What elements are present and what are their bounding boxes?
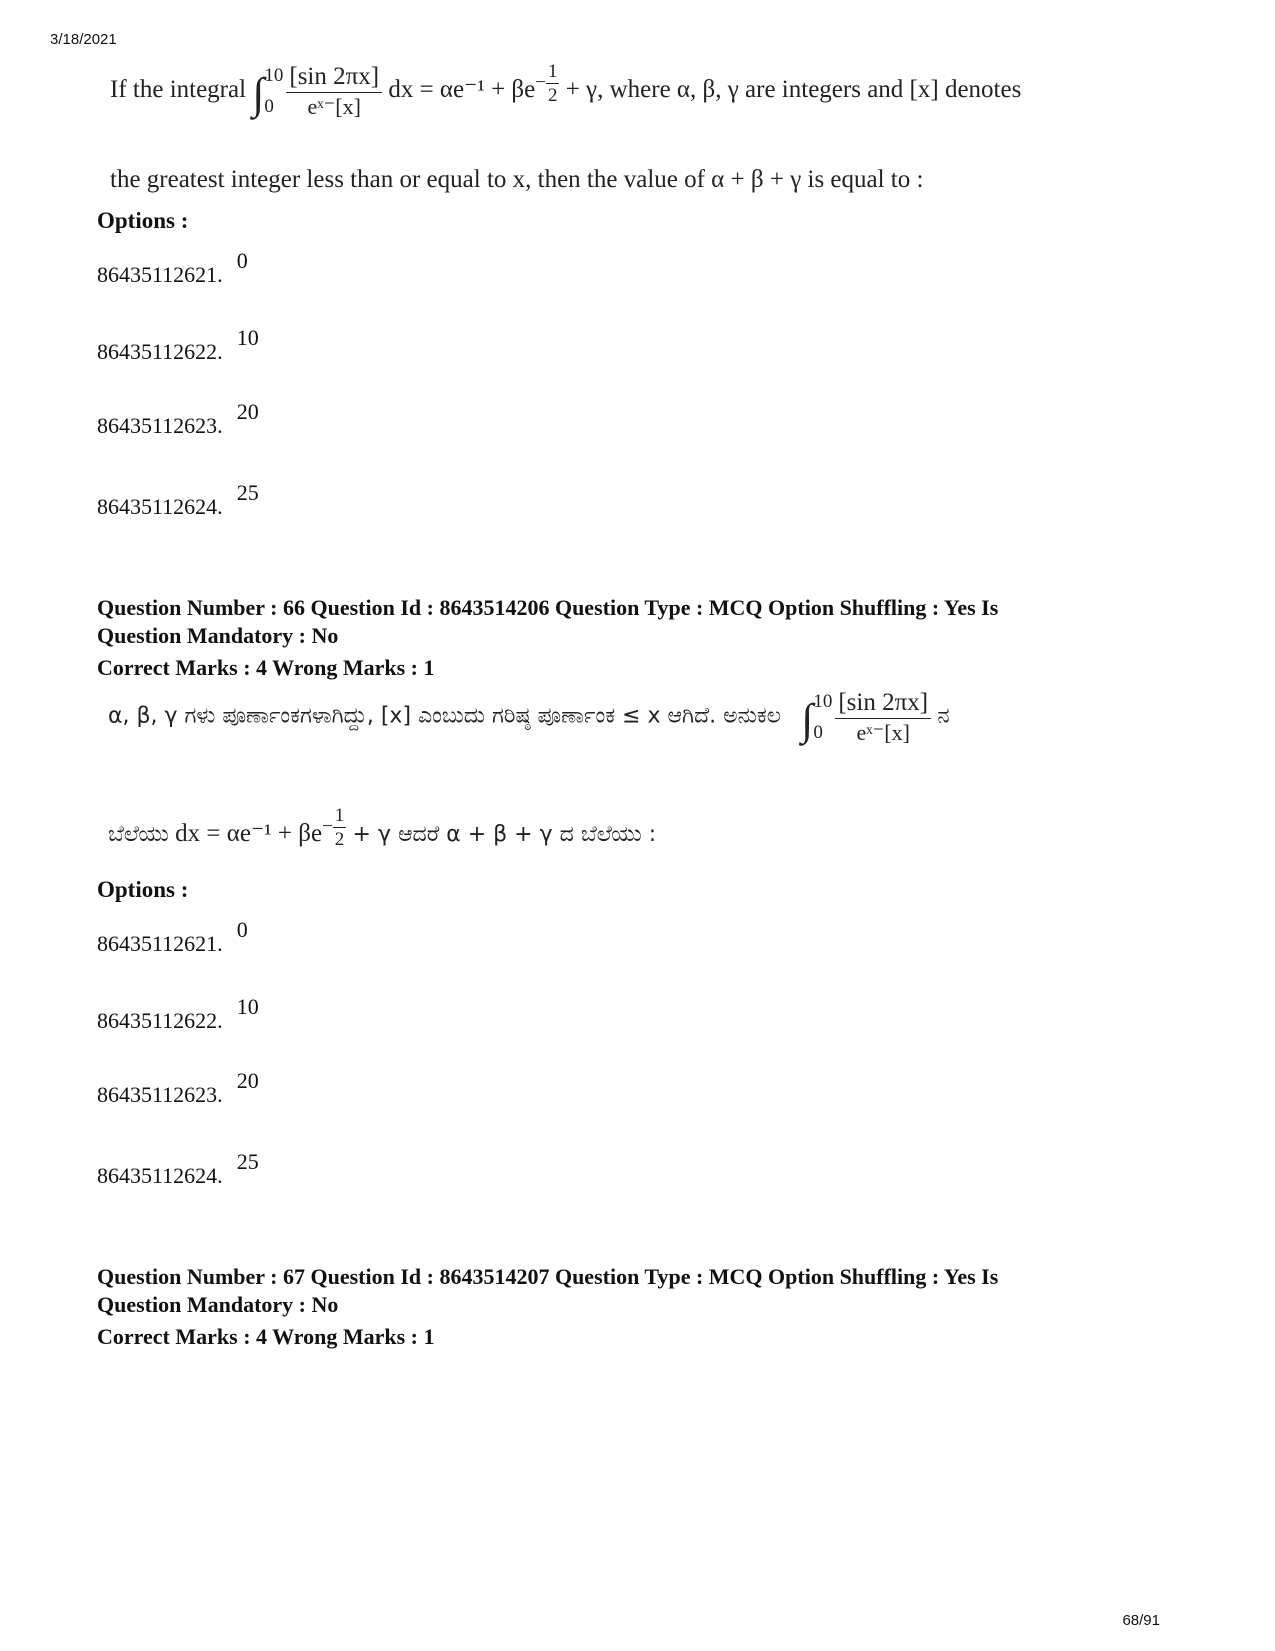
q66-kn-line2-suffix: + γ ಆದರೆ α + β + γ ದ ಬೆಲೆಯು : [352, 822, 657, 848]
q66-kn-rhs: dx = αe⁻¹ + βe [175, 820, 323, 848]
option-row[interactable] [97, 399, 259, 439]
option-id: 86435112621. [97, 931, 223, 956]
option-row[interactable] [97, 1149, 259, 1189]
exponent-fraction: − $\frac{1}{2}$ [535, 61, 558, 106]
q65-options-label: Options : [97, 208, 189, 233]
option-value: 25 [236, 1149, 259, 1174]
option-id: 86435112621. [97, 262, 223, 287]
q66-kn-line2 [108, 806, 656, 849]
exponent-denominator: 2 [334, 829, 345, 850]
option-row[interactable] [97, 917, 248, 957]
option-id: 86435112623. [97, 413, 223, 438]
q67-meta-line2: Question Mandatory : No [97, 1292, 339, 1317]
q65-suffix: + γ, where α, β, γ are integers and [x] denotes [565, 76, 1022, 104]
exponent-numerator: 1 [334, 805, 345, 826]
q66-kn-suffix: ನ [937, 703, 950, 729]
upper-limit: 10 [813, 691, 833, 712]
option-value: 25 [236, 480, 259, 505]
option-id: 86435112623. [97, 1082, 223, 1107]
q65-rhs: dx = αe⁻¹ + βe [388, 76, 536, 104]
q66-meta-line1: Question Number : 66 Question Id : 8643514206 Question Type : MCQ Option Shuffling : Yes Is [97, 595, 999, 620]
option-value: 20 [236, 1068, 259, 1093]
integrand-numerator: [sin 2πx] [835, 690, 931, 719]
exponent-denominator: 2 [547, 85, 558, 106]
q67-meta-line3: Correct Marks : 4 Wrong Marks : 1 [97, 1324, 435, 1349]
q66-integral [801, 690, 931, 744]
integrand-denominator: eˣ⁻[x] [307, 94, 361, 120]
q67-meta-line1: Question Number : 67 Question Id : 8643514207 Question Type : MCQ Option Shuffling : Yes Is [97, 1264, 999, 1289]
option-value: 0 [236, 248, 248, 273]
integrand-fraction [835, 690, 931, 744]
q66-kn-line2-prefix: ಬೆಲೆಯು [108, 822, 169, 848]
lower-limit: 0 [264, 96, 274, 118]
option-id: 86435112622. [97, 339, 223, 364]
page-number: 68/91 [1122, 1612, 1160, 1629]
integral-limits [264, 66, 283, 116]
q65-line2: the greatest integer less than or equal to x, then the value of α + β + γ is equal to : [110, 166, 924, 193]
integrand-denominator: eˣ⁻[x] [856, 720, 910, 745]
q66-options-label: Options : [97, 877, 189, 902]
q66-kn-text: α, β, γ ಗಳು ಪೂರ್ಣಾಂಕಗಳಾಗಿದ್ದು, [x] ಎಂಬುದು ಗರಿಷ್ಠ ಪೂರ್ಣಾಂಕ ≤ x ಆಗಿದೆ. ಅನುಕಲ [108, 703, 782, 729]
integral-limits [813, 692, 832, 742]
option-value: 20 [236, 399, 259, 424]
q65-line1 [110, 62, 1021, 118]
integrand-numerator: [sin 2πx] [286, 64, 382, 93]
integral-sign: ∫ [252, 68, 265, 118]
exponent-numerator: 1 [547, 61, 558, 82]
integral-sign: ∫ [801, 694, 814, 744]
option-value: 10 [236, 325, 259, 350]
option-row[interactable] [97, 248, 248, 288]
lower-limit: 0 [813, 722, 823, 743]
option-row[interactable] [97, 325, 259, 365]
q66-meta [97, 594, 998, 682]
option-id: 86435112622. [97, 1008, 223, 1033]
integrand-fraction [286, 64, 382, 118]
option-value: 10 [236, 994, 259, 1019]
option-value: 0 [236, 917, 248, 942]
q65-prefix: If the integral [110, 76, 247, 104]
q67-meta [97, 1263, 998, 1351]
option-row[interactable] [97, 994, 259, 1034]
upper-limit: 10 [264, 65, 284, 87]
option-id: 86435112624. [97, 1163, 223, 1188]
exponent-fraction: − $\frac{1}{2}$ [322, 805, 345, 850]
option-row[interactable] [97, 480, 259, 520]
q66-kn-line1 [108, 690, 950, 744]
option-row[interactable] [97, 1068, 259, 1108]
q66-meta-line3: Correct Marks : 4 Wrong Marks : 1 [97, 655, 435, 680]
q66-meta-line2: Question Mandatory : No [97, 623, 339, 648]
option-id: 86435112624. [97, 494, 223, 519]
print-date: 3/18/2021 [50, 31, 117, 48]
